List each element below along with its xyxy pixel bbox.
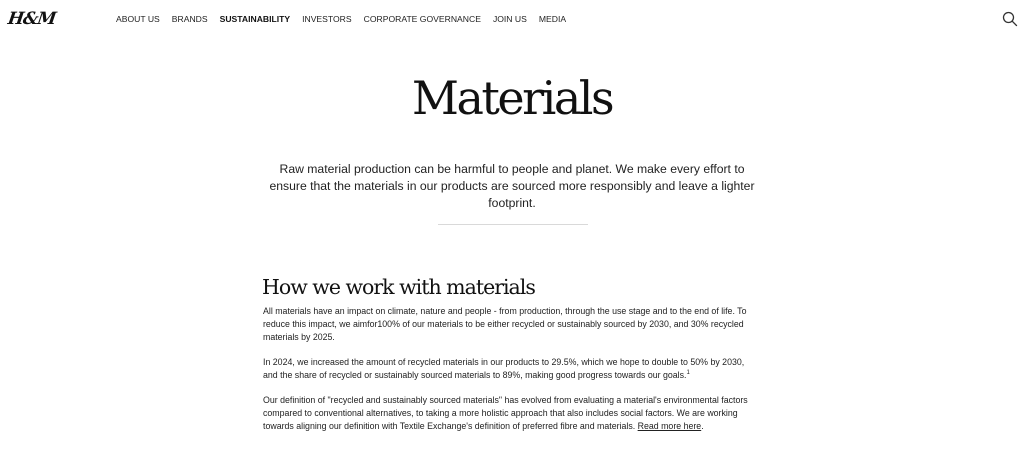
- section-divider: [438, 224, 588, 225]
- main-nav: [116, 14, 566, 24]
- body-paragraph-3-text: Our definition of "recycled and sustainably sourced materials" has evolved from evaluating a material's environmental factors compared to conventional alternatives, to taking a more holistic approach that also includes social factors. We are working towards aligning our definition with Textile Exchange's definition of preferred fibre and materials.: [263, 394, 748, 431]
- hm-logo[interactable]: H&M: [6, 9, 57, 29]
- body-paragraph-1-text: All materials have an impact on climate, nature and people - from production, through the use stage and to the end of life. To reduce this impact, we aimfor100% of our materials to be either recycled or sustainably sourced by 2030, and 30% recycled materials by 2025.: [263, 306, 747, 342]
- body-paragraph-3-end: .: [701, 420, 704, 431]
- page-title: Materials: [411, 71, 613, 125]
- body-paragraph-1: [263, 305, 761, 343]
- body-paragraph-3: [263, 394, 761, 432]
- top-navigation-bar: [0, 0, 1024, 40]
- intro-paragraph: Raw material production can be harmful to people and planet. We make every effort to ensure that the materials in our products are sourced more responsibly and leave a lighter footprint.: [269, 162, 755, 210]
- footnote-marker[interactable]: 1: [686, 369, 690, 376]
- body-paragraph-2: [263, 356, 761, 382]
- nav-item-join-us[interactable]: JOIN US: [492, 14, 527, 24]
- read-more-link[interactable]: Read more here: [637, 420, 702, 431]
- nav-item-sustainability[interactable]: SUSTAINABILITY: [219, 14, 291, 24]
- nav-item-investors[interactable]: INVESTORS: [302, 14, 352, 24]
- nav-item-corporate-governance[interactable]: CORPORATE GOVERNANCE: [363, 14, 481, 24]
- section-body: [263, 305, 761, 445]
- nav-item-media[interactable]: MEDIA: [538, 14, 567, 24]
- nav-item-brands[interactable]: BRANDS: [171, 14, 208, 24]
- nav-item-about-us[interactable]: ABOUT US: [116, 14, 160, 24]
- section-heading: How we work with materials: [262, 275, 535, 299]
- body-paragraph-2-text: In 2024, we increased the amount of recycled materials in our products to 29.5%, which we hope to double to 50% by 2030, and the share of recycled or sustainably sourced materials to 89%, making good progress towards our goals.: [263, 356, 745, 380]
- search-icon[interactable]: [1002, 11, 1018, 27]
